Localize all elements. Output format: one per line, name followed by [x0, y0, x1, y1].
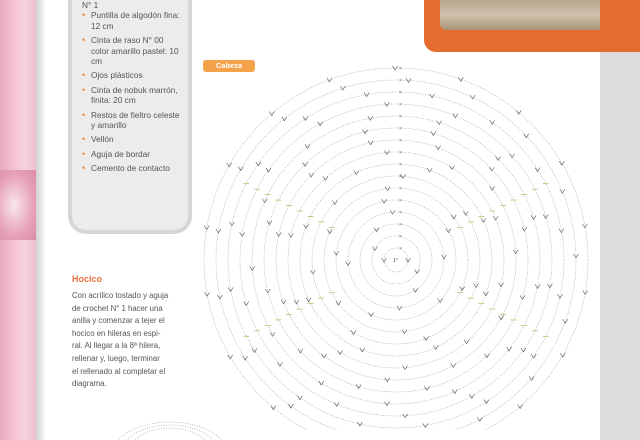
increase-mark — [560, 189, 565, 193]
materials-item-text: Cinta de nobuk marrón, finita: 20 cm — [91, 84, 178, 106]
side-panel — [600, 52, 640, 440]
increase-mark — [474, 283, 479, 287]
materials-item — [82, 110, 180, 131]
increase-mark — [382, 199, 387, 203]
bullet-icon: • — [82, 134, 86, 145]
increase-mark — [321, 354, 326, 358]
increase-mark — [531, 215, 536, 219]
increase-mark — [368, 116, 373, 120]
crochet-diagram — [190, 50, 600, 430]
increase-mark — [431, 131, 436, 135]
increase-mark — [484, 354, 489, 358]
diagram-round — [204, 68, 588, 430]
increase-mark — [463, 211, 468, 215]
stitch-mark: × — [399, 114, 402, 120]
increase-mark — [323, 176, 328, 180]
materials-item — [82, 134, 180, 144]
increase-mark — [520, 295, 525, 299]
increase-mark — [489, 167, 494, 171]
crochet-diagram-partial — [100, 410, 240, 440]
increase-mark — [522, 227, 527, 231]
increase-mark — [327, 78, 332, 82]
diagram-round — [110, 422, 230, 440]
increase-mark — [531, 354, 536, 358]
hocico-line: Con acrílico tostado y aguja — [72, 291, 169, 300]
stitch-mark: × — [399, 162, 402, 168]
stitch-mark: × — [399, 78, 402, 84]
bullet-icon: • — [82, 84, 86, 95]
stitch-mark: × — [399, 234, 402, 240]
diagram-round — [120, 425, 220, 440]
diagram-round — [130, 428, 210, 440]
materials-item-text: Ojos plásticos — [91, 70, 143, 81]
binding-photo-fragment — [0, 170, 36, 240]
materials-item — [82, 10, 180, 31]
increase-mark — [507, 347, 512, 351]
increase-mark — [510, 154, 515, 158]
increase-mark — [436, 146, 441, 150]
materials-item-text: Cinta de raso N° 00 color amarillo pastel: 10 cm — [91, 35, 179, 66]
increase-mark — [433, 345, 438, 349]
increase-mark — [560, 353, 565, 357]
increase-mark — [277, 362, 282, 366]
materials-item-text: Cemento de contacto — [91, 163, 170, 174]
increase-mark — [427, 168, 432, 172]
binding-shadow — [36, 0, 46, 440]
materials-item — [82, 163, 180, 173]
materials-item — [82, 85, 180, 106]
increase-mark — [451, 215, 456, 219]
increase-mark — [446, 229, 451, 233]
hocico-line: ral. Al llegar a la 8ª hilera, — [72, 341, 161, 351]
hocico-title: Hocico — [72, 274, 103, 284]
materials-item — [82, 35, 180, 66]
stitch-mark: × — [399, 138, 402, 144]
increase-mark — [415, 270, 420, 274]
increase-mark — [437, 121, 442, 125]
increase-mark — [477, 417, 482, 421]
increase-mark — [305, 144, 310, 148]
bullet-icon: • — [82, 70, 86, 81]
increase-mark — [521, 348, 526, 352]
increase-mark — [262, 199, 267, 203]
increase-mark — [481, 218, 486, 222]
stitch-mark: × — [399, 174, 402, 180]
increase-mark — [368, 141, 373, 145]
increase-mark — [238, 167, 243, 171]
increase-mark — [265, 289, 270, 293]
increase-mark — [228, 355, 233, 359]
materials-list — [82, 10, 180, 173]
materials-item — [82, 70, 180, 80]
stitch-mark: × — [399, 210, 402, 216]
increase-mark — [336, 301, 341, 305]
hocico-line: hocico en hileras en espi- — [72, 328, 161, 338]
bullet-icon: • — [82, 109, 86, 120]
materials-item-text: Vellón — [91, 134, 114, 145]
hocico-line: el rellenado al completar el — [72, 366, 166, 376]
increase-mark — [227, 163, 232, 167]
increase-mark — [451, 363, 456, 367]
stitch-mark: × — [399, 90, 402, 96]
increase-mark — [244, 302, 249, 306]
materials-item-text: Aguja de bordar — [91, 148, 151, 159]
hocico-instructions — [72, 290, 192, 391]
increase-mark — [464, 340, 469, 344]
increase-mark — [288, 233, 293, 237]
diagram-round — [216, 80, 576, 430]
section-tag: Cabeza — [203, 60, 255, 72]
stitch-mark: × — [399, 66, 402, 72]
increase-mark — [269, 112, 274, 116]
increase-mark — [529, 376, 534, 380]
product-photo — [440, 0, 600, 30]
stitch-mark: × — [399, 246, 402, 252]
bullet-icon: • — [82, 163, 86, 174]
stitch-mark: × — [399, 102, 402, 108]
increase-mark — [267, 221, 272, 225]
materials-item — [82, 149, 180, 159]
hocico-line: rellenar y, luego, terminar — [72, 353, 160, 363]
increase-mark — [430, 94, 435, 98]
stitch-mark: × — [399, 186, 402, 192]
materials-box — [72, 0, 188, 230]
increase-mark — [304, 224, 309, 228]
hocico-line: diagrama. — [72, 379, 107, 389]
stitch-mark: × — [399, 150, 402, 156]
stitch-mark: × — [399, 222, 402, 228]
increase-mark — [543, 214, 548, 218]
increase-mark — [270, 332, 275, 336]
increase-mark — [288, 404, 293, 408]
bullet-icon: • — [82, 148, 86, 159]
increase-mark — [438, 299, 443, 303]
increase-mark — [340, 86, 345, 90]
bullet-icon: • — [82, 35, 86, 46]
materials-item-text: Puntilla de algodón fina: 12 cm — [91, 10, 180, 31]
increase-mark — [535, 168, 540, 172]
increase-mark — [496, 156, 501, 160]
increase-mark — [452, 389, 457, 393]
hocico-line: anilla y comenzar a tejer el — [72, 316, 165, 326]
materials-item-text: Restos de fieltro celeste y amarillo — [91, 109, 180, 130]
stitch-mark: × — [399, 198, 402, 204]
increase-mark — [453, 114, 458, 118]
increase-mark — [369, 313, 374, 317]
materials-cut-line: N° 1 — [82, 0, 99, 10]
increase-mark — [493, 216, 498, 220]
increase-mark — [319, 381, 324, 385]
increase-mark — [297, 396, 302, 400]
hocico-line: de crochet N° 1 hacer una — [72, 303, 163, 313]
increase-mark — [256, 162, 261, 166]
diagram-center-label: 1° — [393, 258, 398, 264]
bullet-icon: • — [82, 10, 86, 21]
stitch-mark: × — [399, 126, 402, 132]
